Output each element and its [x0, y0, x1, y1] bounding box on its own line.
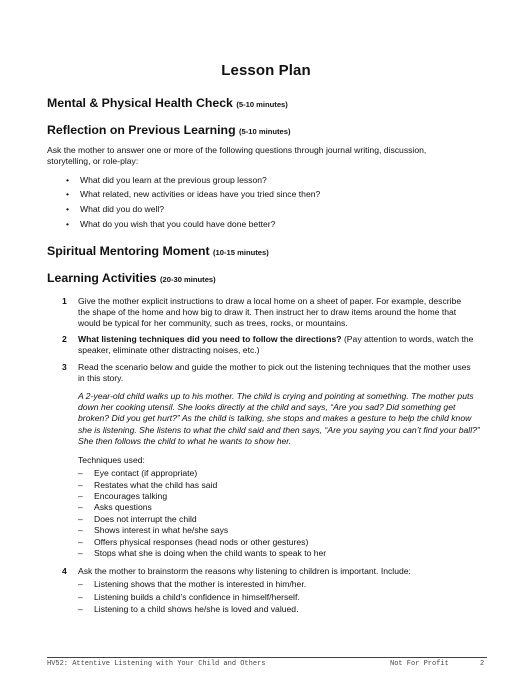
text-line: in this story. [78, 373, 124, 384]
text-line: she is listening. She listens to what the child said and then says, “Are you saying you can’t find your ball?” [78, 424, 480, 435]
dash-icon: – [78, 514, 83, 524]
dash-icon: – [78, 592, 83, 602]
text-line: Give the mother explicit instructions to draw a local home on a sheet of paper. For example, describe [78, 296, 462, 306]
technique-text: Encourages talking [94, 491, 168, 501]
techniques-label: Techniques used: [78, 455, 145, 465]
reason-text: Listening builds a child’s confidence in himself/herself. [94, 592, 300, 602]
text-line: Read the scenario below and guide the mother to pick out the listening techniques that the mother uses [78, 362, 471, 372]
text-line: Ask the mother to answer one or more of the following questions through journal writing, discussion, [47, 145, 427, 155]
reason-text: Listening to a child shows he/she is loved and valued. [94, 604, 299, 614]
dash-icon: – [78, 548, 83, 558]
section-duration: (20-30 minutes) [159, 275, 216, 284]
item-number: 2 [62, 334, 67, 344]
text-line: down her cooking utensil. She looks directly at the child and says, “Are you sad? Did something get [78, 402, 456, 413]
dash-icon: – [78, 579, 83, 589]
technique-text: Eye contact (if appropriate) [94, 468, 198, 478]
footer-course-title: HV52: Attentive Listening with Your Child and Others [47, 660, 266, 668]
text-line [78, 334, 495, 345]
dash-icon: – [78, 525, 83, 535]
activity-item-3 [78, 362, 495, 384]
dash-icon: – [78, 491, 83, 501]
bullet-icon: • [66, 175, 70, 185]
section-heading-reflection [47, 123, 291, 137]
question-text: What related, new activities or ideas have you tried since then? [80, 189, 321, 199]
activity-item-1 [78, 296, 495, 330]
dash-icon: – [78, 468, 83, 478]
text-line: speaker, eliminate other distracting noises, etc.) [78, 345, 260, 356]
technique-text: Offers physical responses (head nods or other gestures) [94, 537, 309, 547]
dash-icon: – [78, 537, 83, 547]
technique-text: Does not interrupt the child [94, 514, 197, 524]
scenario-paragraph [78, 391, 495, 447]
item-number: 1 [62, 296, 67, 306]
question-text: What did you learn at the previous group lesson? [80, 175, 267, 185]
section-title: Learning Activities [47, 271, 157, 285]
page-title: Lesson Plan [221, 62, 311, 79]
section-heading-spiritual [47, 244, 269, 258]
reflection-intro [47, 145, 487, 168]
bullet-icon: • [66, 204, 70, 214]
section-duration: (5-10 minutes) [236, 100, 288, 109]
section-title: Spiritual Mentoring Moment [47, 244, 210, 258]
footer-notice: Not For Profit [390, 660, 449, 668]
text-line: A 2-year-old child walks up to his mother. The child is crying and pointing at something. The mother puts [78, 391, 474, 401]
section-heading-activities [47, 271, 216, 285]
text-line: would be typical for her community, such as trees, rocks, or mountains. [78, 318, 348, 329]
text-line: She then follows the child to what he wants to show her. [78, 435, 292, 446]
technique-text: Restates what the child has said [94, 480, 218, 490]
bullet-icon: • [66, 189, 70, 199]
section-duration: (10-15 minutes) [213, 248, 269, 257]
footer-page-number: 2 [480, 660, 485, 668]
technique-text: Asks questions [94, 502, 152, 512]
item-number: 4 [62, 566, 67, 576]
footer-divider [47, 657, 487, 658]
question-text: What do you wish that you could have done better? [80, 219, 276, 229]
text-line: broken? Did you get hurt?” As the child is talking, she stops and makes a gesture to help the child know [78, 413, 472, 424]
section-heading-health [47, 96, 288, 110]
text-line: Ask the mother to brainstorm the reasons why listening to children is important. Include: [78, 566, 411, 576]
technique-text: Shows interest in what he/she says [94, 525, 229, 535]
reason-text: Listening shows that the mother is interested in him/her. [94, 579, 307, 589]
technique-text: Stops what she is doing when the child wants to speak to her [94, 548, 327, 558]
dash-icon: – [78, 502, 83, 512]
activity-item-4 [78, 566, 495, 577]
text-line: the shape of the home and how big to draw it. Then instruct her to draw items around the home that [78, 307, 457, 318]
section-title: Mental & Physical Health Check [47, 96, 233, 110]
section-title: Reflection on Previous Learning [47, 123, 236, 137]
bullet-icon: • [66, 219, 70, 229]
dash-icon: – [78, 480, 83, 490]
bold-question: What listening techniques did you need to follow the directions? [78, 334, 342, 344]
question-text: What did you do well? [80, 204, 165, 214]
section-duration: (5-10 minutes) [239, 127, 291, 136]
dash-icon: – [78, 604, 83, 614]
text-run: (Pay attention to words, watch the [341, 334, 474, 344]
activity-item-2 [78, 334, 495, 356]
text-line: storytelling, or role-play: [47, 156, 139, 167]
item-number: 3 [62, 362, 67, 372]
